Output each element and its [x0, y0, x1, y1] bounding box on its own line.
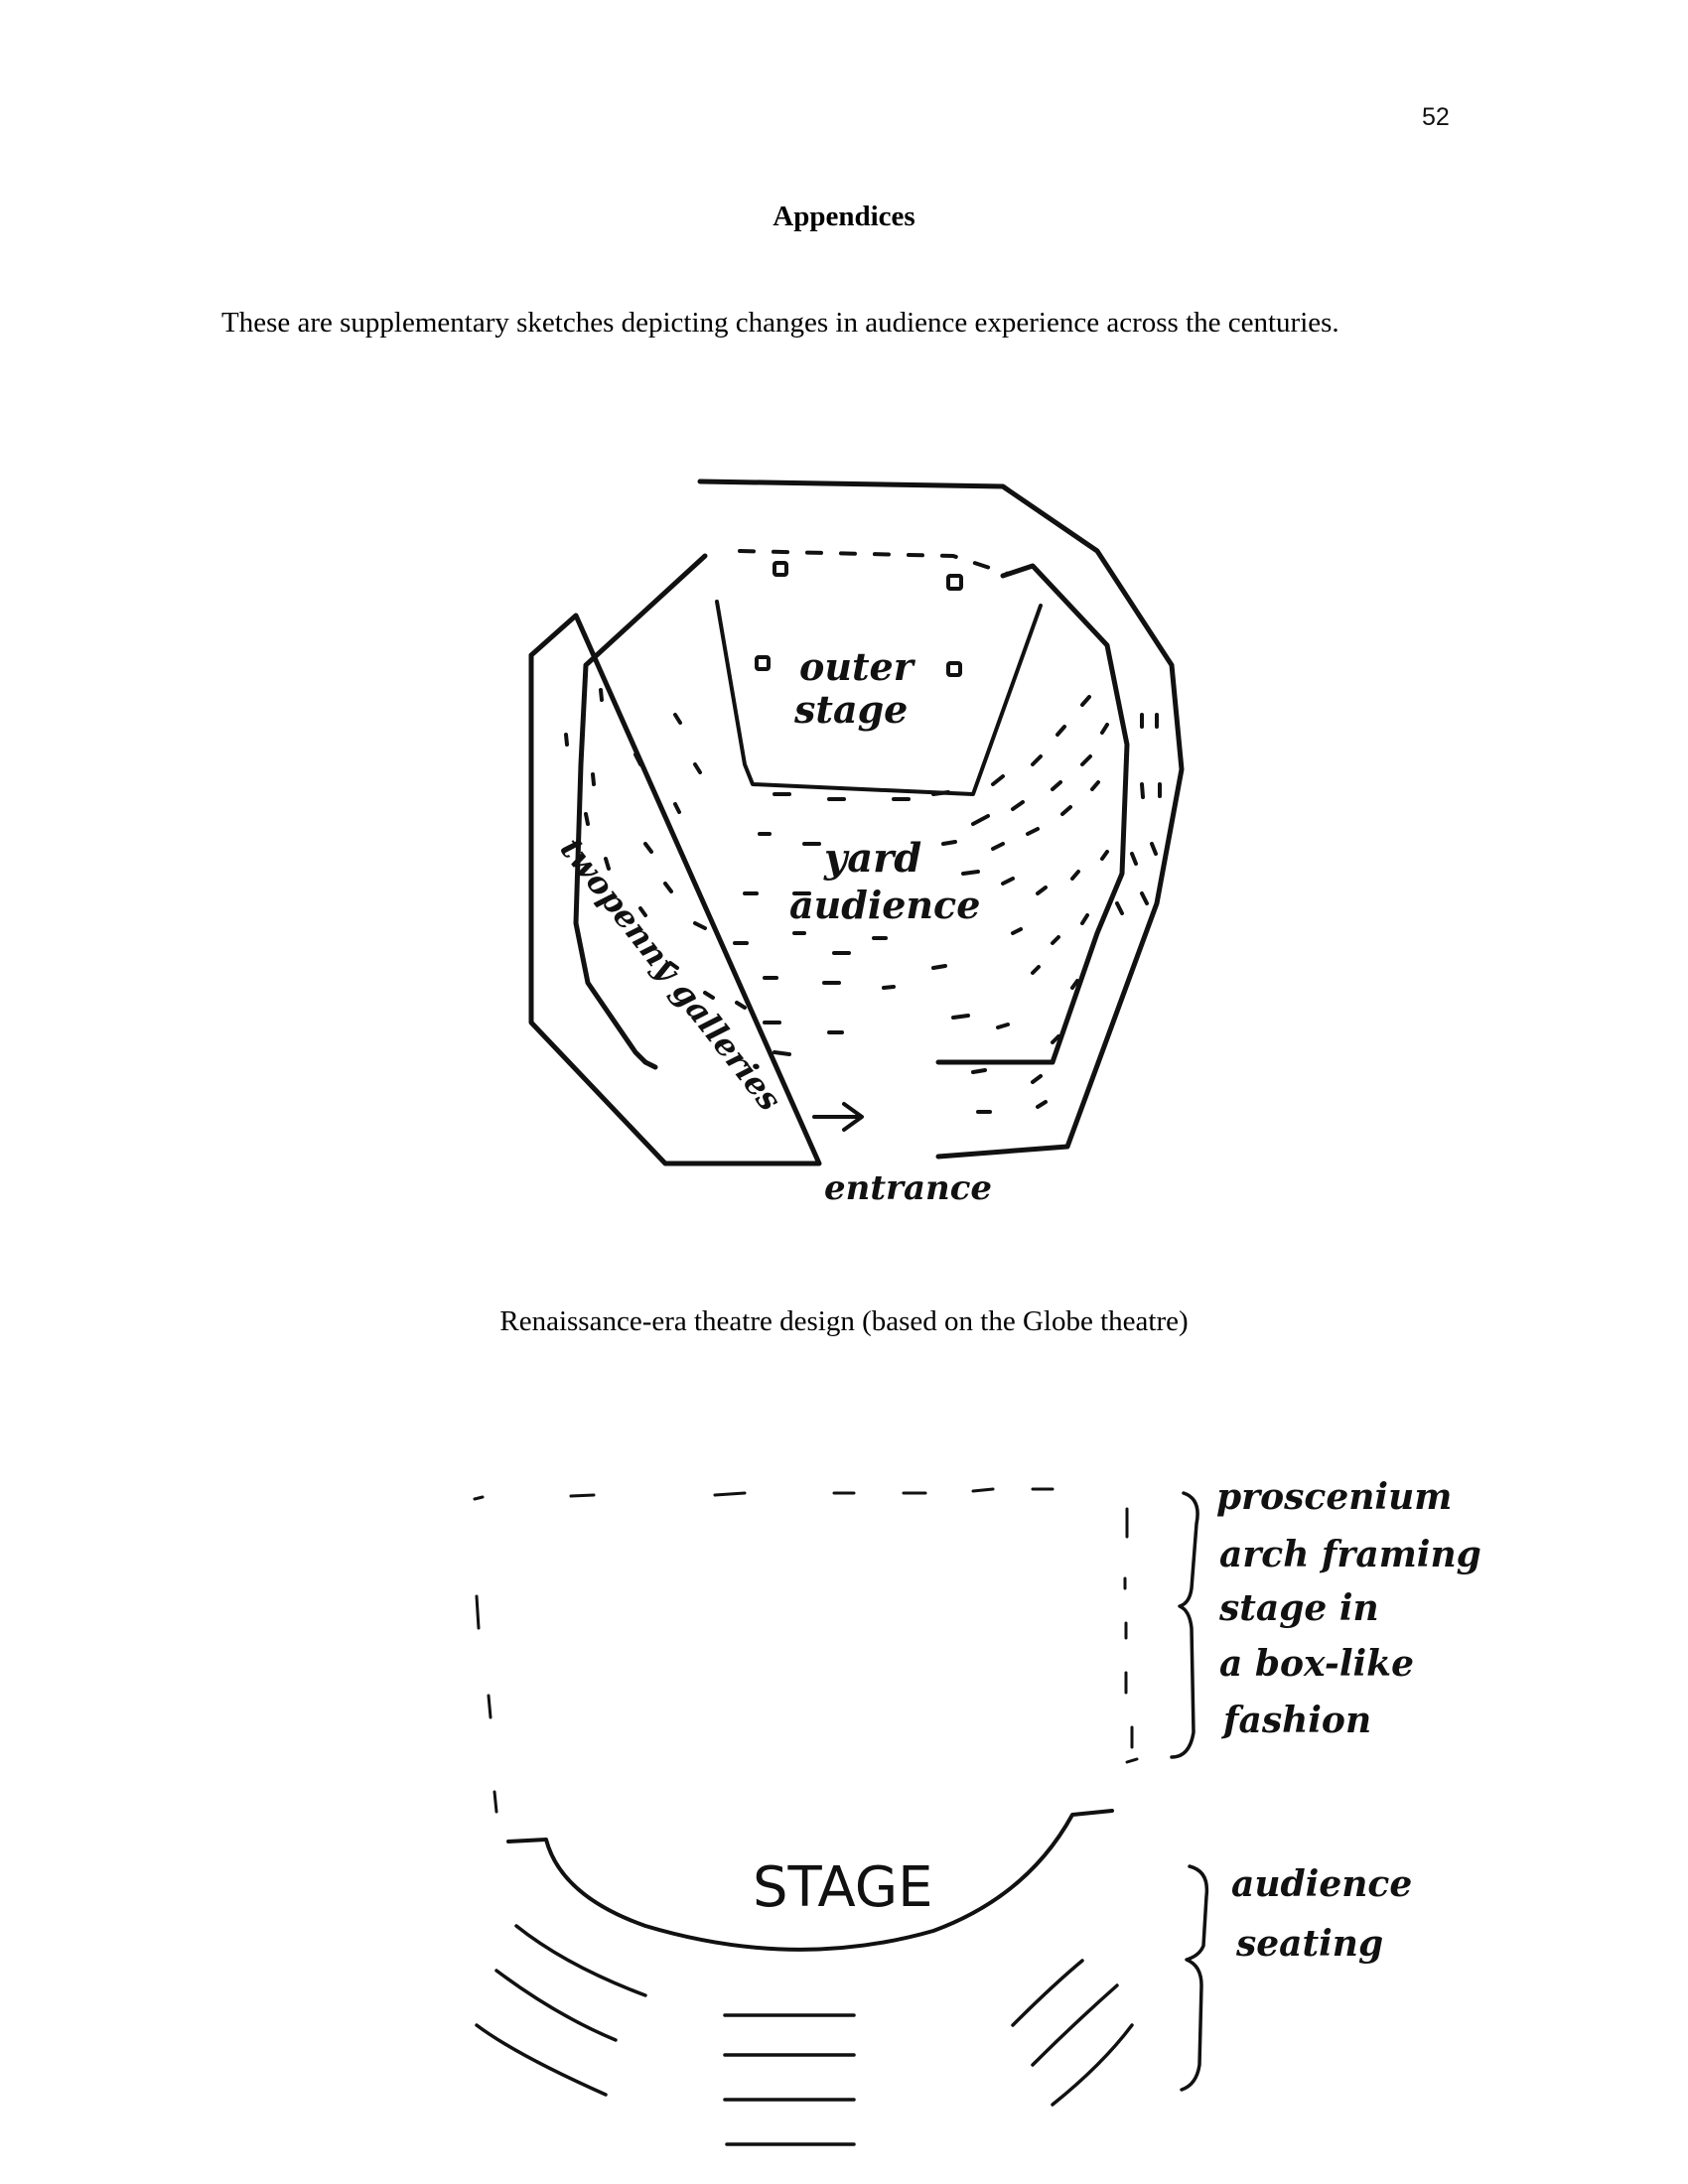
proscenium-theatre-sketch: [417, 1430, 1559, 2184]
audience-seating-rows: [477, 1926, 1132, 2144]
proscenium-note: proscenium: [1216, 1476, 1453, 1518]
proscenium-note: fashion: [1223, 1700, 1372, 1741]
globe-theatre-sketch: [496, 467, 1251, 1221]
stage-post: [757, 657, 769, 669]
proscenium-frame: [475, 1489, 1137, 1812]
proscenium-bracket: [1172, 1493, 1197, 1757]
seating-bracket: [1182, 1866, 1206, 2090]
figure-caption: Renaissance-era theatre design (based on the Globe theatre): [499, 1305, 1189, 1337]
stage-post: [948, 663, 960, 675]
stage-label: STAGE: [753, 1855, 933, 1920]
outer-wall: [531, 481, 1182, 1163]
intro-paragraph: These are supplementary sketches depicting changes in audience experience across the centuries.: [221, 307, 1339, 339]
seating-note: seating: [1236, 1923, 1384, 1965]
stage-post: [948, 576, 961, 589]
page-heading: Appendices: [773, 201, 915, 232]
proscenium-note: arch framing: [1219, 1534, 1481, 1575]
stage-post: [774, 563, 786, 575]
yard-label: audience: [789, 883, 981, 927]
entrance-walls: [645, 1062, 973, 1067]
seating-note: audience: [1231, 1863, 1413, 1905]
galleries-label: twopenny galleries: [552, 830, 789, 1119]
outer-stage-label: stage: [794, 687, 909, 732]
outer-stage-label: outer: [799, 644, 914, 689]
page-number: 52: [1422, 103, 1450, 131]
entrance-label: entrance: [824, 1168, 993, 1208]
proscenium-note: stage in: [1219, 1587, 1379, 1629]
proscenium-note: a box-like: [1219, 1643, 1415, 1685]
entrance-arrow: [814, 1104, 862, 1130]
yard-label: yard: [824, 835, 922, 882]
